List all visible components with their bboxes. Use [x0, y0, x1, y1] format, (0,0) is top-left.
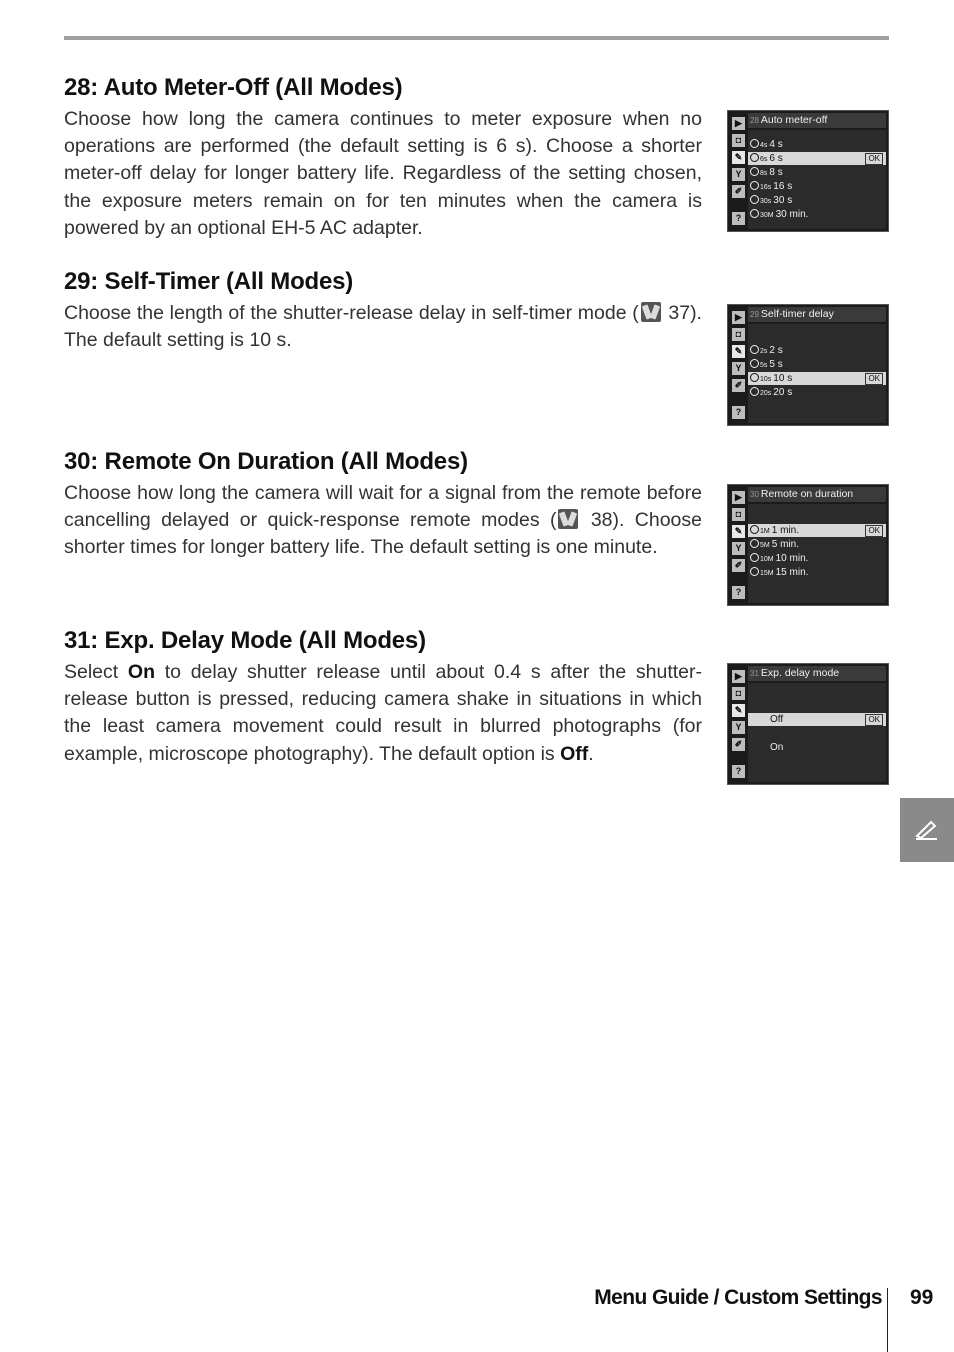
option-code: 6s	[760, 156, 768, 163]
menu-option	[748, 194, 886, 207]
menu-option	[748, 138, 886, 151]
section-heading: 29: Self-Timer (All Modes)	[64, 268, 354, 295]
timer-icon	[750, 195, 759, 204]
timer-icon	[750, 209, 759, 218]
help-icon: ?	[732, 406, 745, 419]
option-label: 10 min.	[775, 553, 809, 564]
section-body: Select On to delay shutter release until about 0.4 s after the shutter-release button is pressed, reducing camera shake in situations in which the least camera movement could result in blurred photographs (for example, microscope photography). The default option is Off.	[64, 661, 702, 765]
top-rule	[64, 36, 889, 40]
page-number: 99	[910, 1286, 934, 1309]
playback-menu-icon: ▶	[732, 117, 745, 130]
option-label: 30 s	[773, 195, 793, 206]
section-auto-meter-off	[64, 74, 702, 242]
setting-number: 28	[750, 116, 759, 125]
option-label: 16 s	[773, 181, 793, 192]
option-label: 1 min.	[771, 525, 799, 536]
menu-option	[748, 524, 886, 537]
menu-option	[748, 166, 886, 179]
option-label: 30 min.	[775, 209, 809, 220]
menu-option	[748, 372, 886, 385]
shooting-menu-icon: ◘	[732, 328, 745, 341]
menu-option	[748, 713, 886, 726]
camera-screen-exp-delay-mode	[727, 663, 889, 785]
camera-screen-self-timer-delay	[727, 304, 889, 426]
section-self-timer	[64, 268, 702, 354]
timer-icon	[750, 567, 759, 576]
timer-icon	[750, 359, 759, 368]
menu-option	[748, 386, 886, 399]
menu-tabs	[728, 485, 748, 605]
option-code: 4s	[760, 142, 768, 149]
ok-badge: OK	[865, 525, 883, 537]
page-reference-icon	[641, 302, 661, 322]
custom-settings-icon: ✎	[732, 345, 745, 358]
shooting-menu-icon: ◘	[732, 687, 745, 700]
menu-option	[748, 358, 886, 371]
option-code: 5M	[760, 542, 770, 549]
option-code: 8s	[760, 170, 768, 177]
retouch-menu-icon: ✐	[732, 185, 745, 198]
setting-title: Self-timer delay	[760, 308, 834, 320]
retouch-menu-icon: ✐	[732, 559, 745, 572]
option-code: 20s	[760, 390, 772, 397]
option-label: 8 s	[769, 167, 783, 178]
option-label: 5 s	[769, 359, 783, 370]
option-code: 1M	[760, 528, 770, 535]
shooting-menu-icon: ◘	[732, 508, 745, 521]
setting-number: 29	[750, 310, 759, 319]
option-label: Off	[770, 714, 784, 725]
menu-tabs	[728, 111, 748, 231]
help-icon: ?	[732, 212, 745, 225]
timer-icon	[750, 345, 759, 354]
menu-tabs	[728, 664, 748, 784]
custom-settings-icon: ✎	[732, 704, 745, 717]
options-panel	[748, 683, 886, 782]
menu-option	[748, 538, 886, 551]
timer-icon	[750, 153, 759, 162]
options-panel	[748, 504, 886, 603]
menu-option	[748, 552, 886, 565]
menu-tabs	[728, 305, 748, 425]
page-reference-icon	[558, 509, 578, 529]
timer-icon	[750, 553, 759, 562]
footer-divider	[887, 1288, 888, 1352]
setup-menu-icon: Y	[732, 362, 745, 375]
playback-menu-icon: ▶	[732, 670, 745, 683]
retouch-menu-icon: ✐	[732, 738, 745, 751]
option-label: 2 s	[769, 345, 783, 356]
help-icon: ?	[732, 586, 745, 599]
timer-icon	[750, 373, 759, 382]
setting-number: 31	[750, 669, 759, 678]
option-label: 15 min.	[775, 567, 809, 578]
footer-title: Menu Guide / Custom Settings	[594, 1286, 882, 1309]
menu-option	[748, 180, 886, 193]
camera-screen-remote-on-duration	[727, 484, 889, 606]
setting-number: 30	[750, 490, 759, 499]
menu-option	[748, 152, 886, 165]
help-icon: ?	[732, 765, 745, 778]
options-panel	[748, 324, 886, 423]
option-code: 16s	[760, 184, 772, 191]
option-label: 5 min.	[771, 539, 799, 550]
setting-title: Auto meter-off	[760, 114, 828, 126]
option-code: 30M	[760, 212, 774, 219]
option-code: 5s	[760, 362, 768, 369]
timer-icon	[750, 167, 759, 176]
option-label: 6 s	[769, 153, 783, 164]
section-heading: 31: Exp. Delay Mode (All Modes)	[64, 627, 426, 654]
camera-screen-auto-meter-off	[727, 110, 889, 232]
pencil-icon	[913, 818, 941, 840]
option-label: 20 s	[773, 387, 793, 398]
section-remote-on-duration	[64, 448, 702, 562]
menu-option	[748, 566, 886, 579]
option-code: 10s	[760, 376, 772, 383]
screen-title	[748, 666, 886, 681]
option-code: 30s	[760, 198, 772, 205]
section-body: Choose the length of the shutter-release delay in self-timer mode ( 37). The default setting is 10 s.	[64, 302, 702, 352]
playback-menu-icon: ▶	[732, 491, 745, 504]
screen-title	[748, 487, 886, 502]
timer-icon	[750, 539, 759, 548]
ok-badge: OK	[865, 714, 883, 726]
options-panel	[748, 130, 886, 229]
section-body: Choose how long the camera continues to meter exposure when no operations are performed (the default setting is 6 s). Choose a shorter meter-off delay for longer battery life. Regardless of the setting chosen, the exposure meters remain on for ten minutes when the camera is powered by an optional EH-5 AC adapter.	[64, 108, 702, 239]
option-code: 2s	[760, 348, 768, 355]
section-heading: 30: Remote On Duration (All Modes)	[64, 448, 468, 475]
playback-menu-icon: ▶	[732, 311, 745, 324]
ok-badge: OK	[865, 153, 883, 165]
retouch-menu-icon: ✐	[732, 379, 745, 392]
option-label: On	[770, 742, 784, 753]
custom-settings-side-tab	[900, 798, 954, 862]
custom-settings-icon: ✎	[732, 525, 745, 538]
menu-option	[748, 208, 886, 221]
timer-icon	[750, 181, 759, 190]
shooting-menu-icon: ◘	[732, 134, 745, 147]
setup-menu-icon: Y	[732, 168, 745, 181]
setting-title: Exp. delay mode	[760, 667, 840, 679]
option-code: 15M	[760, 570, 774, 577]
option-code: 10M	[760, 556, 774, 563]
timer-icon	[750, 139, 759, 148]
menu-option	[748, 344, 886, 357]
option-label: 4 s	[769, 139, 783, 150]
section-body: Choose how long the camera will wait for a signal from the remote before cancelling delayed or quick-response remote modes ( 38). Choose shorter times for longer battery life. The default setting is one minute.	[64, 482, 702, 559]
setup-menu-icon: Y	[732, 721, 745, 734]
section-heading: 28: Auto Meter-Off (All Modes)	[64, 74, 403, 101]
custom-settings-icon: ✎	[732, 151, 745, 164]
setting-title: Remote on duration	[760, 488, 854, 500]
timer-icon	[750, 387, 759, 396]
ok-badge: OK	[865, 373, 883, 385]
setup-menu-icon: Y	[732, 542, 745, 555]
menu-option	[748, 741, 886, 754]
screen-title	[748, 113, 886, 128]
timer-icon	[750, 525, 759, 534]
option-label: 10 s	[773, 373, 793, 384]
screen-title	[748, 307, 886, 322]
section-exp-delay-mode	[64, 627, 702, 768]
